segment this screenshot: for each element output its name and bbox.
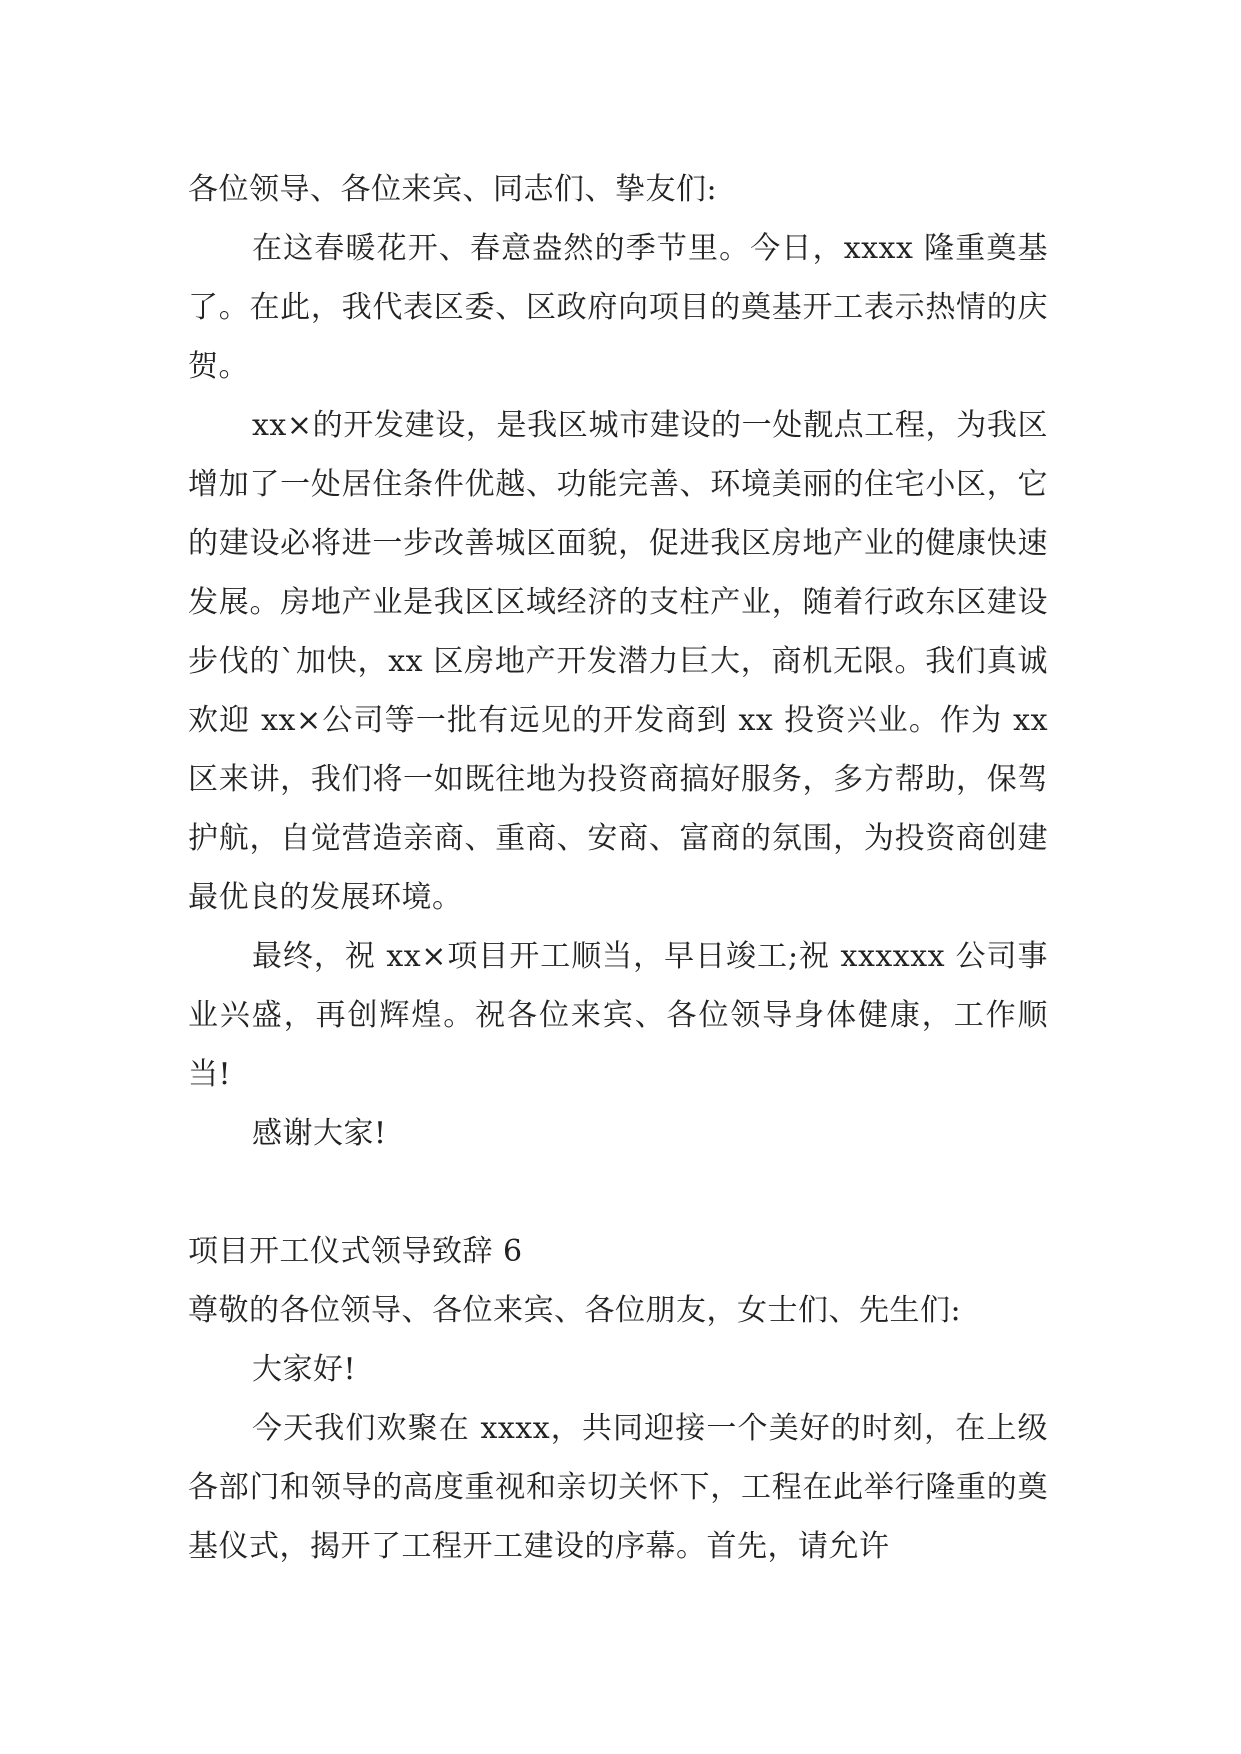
section-salutation: 尊敬的各位领导、各位来宾、各位朋友，女士们、先生们: xyxy=(188,1293,962,1328)
section-title: 项目开工仪式领导致辞 6 xyxy=(188,1234,523,1269)
section-opening-paragraph: 今天我们欢聚在 xxxx，共同迎接一个美好的时刻，在上级各部门和领导的高度重视和亲切关怀下，工程在此举行隆重的奠基仪式，揭开了工程开工建设的序幕。首先，请允许 xyxy=(188,1411,1048,1564)
section-greeting: 大家好! xyxy=(252,1352,357,1387)
opening-paragraph: 在这春暖花开、春意盎然的季节里。今日，xxxx 隆重奠基了。在此，我代表区委、区政府向项目的奠基开工表示热情的庆贺。 xyxy=(188,231,1048,384)
salutation: 各位领导、各位来宾、同志们、挚友们: xyxy=(188,172,718,207)
document-body xyxy=(188,160,1048,1576)
development-paragraph: xx×的开发建设，是我区城市建设的一处靓点工程，为我区增加了一处居住条件优越、功能完善、环境美丽的住宅小区，它的建设必将进一步改善城区面貌，促进我区房地产业的健康快速发展。房地产业是我区区域经济的支柱产业，随着行政东区建设步伐的`加快，xx 区房地产开发潜力巨大，商机无限。我们真诚欢迎 xx×公司等一批有远见的开发商到 xx 投资兴业。作为 xx 区来讲，我们将一如既往地为投资商搞好服务，多方帮助，保驾护航，自觉营造亲商、重商、安商、富商的氛围，为投资商创建最优良的发展环境。 xyxy=(188,408,1048,915)
wishes-paragraph: 最终，祝 xx×项目开工顺当，早日竣工;祝 xxxxxx 公司事业兴盛，再创辉煌。祝各位来宾、各位领导身体健康，工作顺当! xyxy=(188,939,1048,1092)
thanks-paragraph: 感谢大家! xyxy=(252,1116,387,1151)
